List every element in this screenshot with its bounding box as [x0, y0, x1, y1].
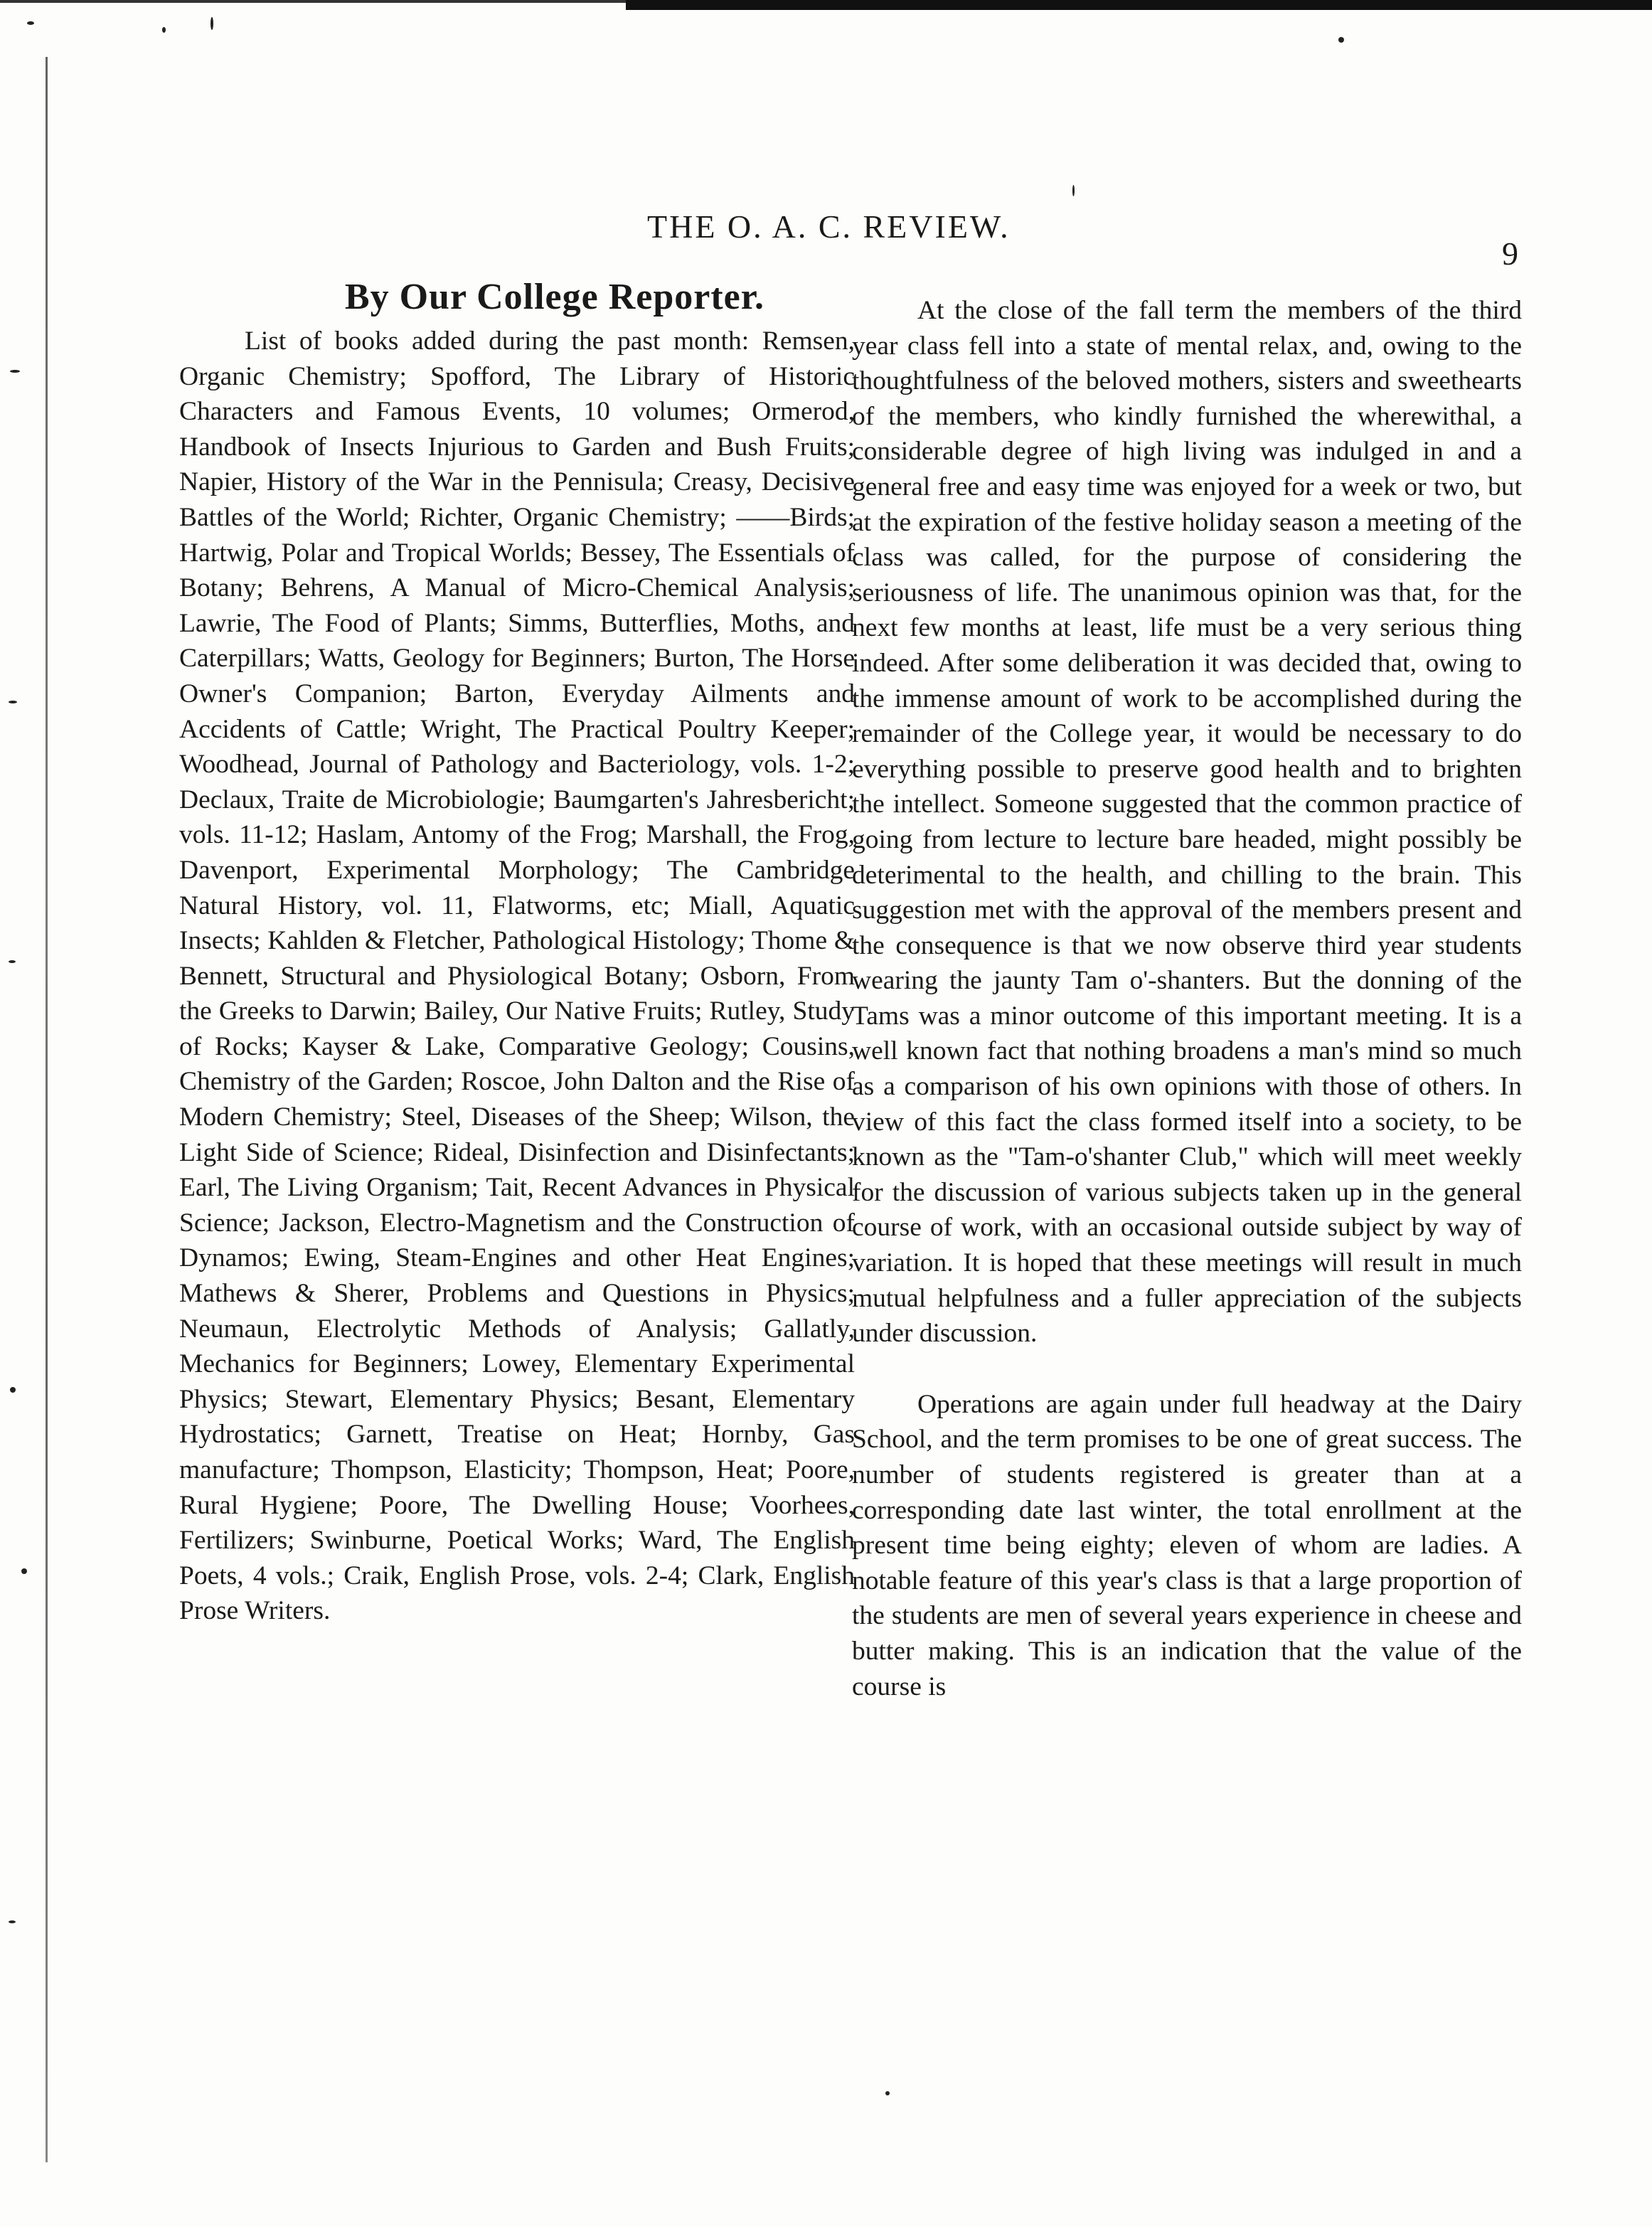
running-title: THE O. A. C. REVIEW. [647, 208, 1011, 245]
scan-speck [1072, 185, 1075, 196]
scan-speck [10, 1387, 16, 1393]
scan-speck [211, 17, 213, 30]
tam-o-shanter-paragraph: At the close of the fall term the members of the third year class fell into a state of mental relax, and, owing to the thoughtfulness of the beloved mothers, sisters and sweethearts of the members, who kindly furnished the wherewithal, a considerable degree of high living was indulged in and a general free and easy time was enjoyed for a week or two, but at the expiration of the festive holiday season a meeting of the class was called, for the purpose of considering the seriousness of life. The unanimous opinion was that, for the next few months at least, life must be a very serious thing indeed. After some deliberation it was decided that, owing to the immense amount of work to be accomplished during the remainder of the College year, it would be necessary to do everything possible to preserve good health and to brighten the intellect. Someone suggested that the common practice of going from lecture to lecture bare headed, might possibly be deterimental to the health, and chilling to the brain. This suggestion met with the approval of the members present and the consequence is that we now observe third year students wearing the jaunty Tam o'-shanters. But the donning of the Tams was a minor outcome of this important meeting. It is a well known fact that nothing broadens a man's mind so much as a comparison of his own opinions with those of others. In view of this fact the class formed itself into a society, to be known as the "Tam-o'shanter Club," which will meet weekly for the discussion of various subjects taken up in the general course of work, with an occasional outside subject by way of variation. It is hoped that these meetings will result in much mutual helpfulness and a fuller appreciation of the subjects under discussion. [852, 296, 1522, 1349]
dairy-school-paragraph: Operations are again under full headway at the Dairy School, and the term promises to be one of great success. The number of students registered is greater than at a corresponding date last winter, the total enrollment at the present time being eighty; eleven of whom are ladies. A notable feature of this year's class is that a large proportion of the students are men of several years experience in cheese and butter making. This is an indication that the value of the course is [852, 1389, 1522, 1701]
scan-speck [162, 27, 166, 33]
scan-speck [9, 701, 17, 703]
section-heading: By Our College Reporter. [344, 277, 765, 317]
scan-speck [9, 1920, 16, 1923]
scan-edge-top [626, 0, 1652, 10]
page-number: 9 [1502, 235, 1518, 272]
scan-speck [1338, 37, 1344, 43]
scan-binding-edge [46, 57, 48, 2162]
scan-speck [10, 370, 20, 373]
scan-speck [21, 1568, 27, 1574]
scan-speck [27, 21, 34, 25]
books-added-paragraph: List of books added during the past month: Remsen, Organic Chemistry; Spofford, The Library of Historic Characters and Famous Events, 10 volumes; Ormerod, Handbook of Insects Injurious to Garden and Bush Fruits; Napier, History of the War in the Pennisula; Creasy, Decisive Battles of the World; Richter, Organic Chemistry; ——Birds; Hartwig, Polar and Tropical Worlds; Bessey, The Essentials of Botany; Behrens, A Manual of Micro-Chemical Analysis; Lawrie, The Food of Plants; Simms, Butterflies, Moths, and Caterpillars; Watts, Geology for Beginners; Burton, The Horse Owner's Companion; Barton, Everyday Ailments and Accidents of Cattle; Wright, The Practical Poultry Keeper; Woodhead, Journal of Pathology and Bacteriology, vols. 1-2; Declaux, Traite de Microbiologie; Baumgarten's Jahresbericht; vols. 11-12; Haslam, Antomy of the Frog; Marshall, the Frog, Davenport, Experimental Morphology; The Cambridge Natural History, vol. 11, Flatworms, etc; Miall, Aquatic Insects; Kahlden & Fletcher, Pathological Histology; Thome & Bennett, Structural and Physiological Botany; Osborn, From the Greeks to Darwin; Bailey, Our Native Fruits; Rutley, Study of Rocks; Kayser & Lake, Comparative Geology; Cousins, Chemistry of the Garden; Roscoe, John Dalton and the Rise of Modern Chemistry; Steel, Diseases of the Sheep; Wilson, the Light Side of Science; Rideal, Disinfection and Disinfectants; Earl, The Living Organism; Tait, Recent Advances in Physical Science; Jackson, Electro-Magnetism and the Construction of Dynamos; Ewing, Steam-Engines and other Heat Engines; Mathews & Sherer, Problems and Questions in Physics; Neumaun, Electrolytic Methods of Analysis; Gallatly, Mechanics for Beginners; Lowey, Elementary Experimental Physics; Stewart, Elementary Physics; Besant, Elementary Hydrostatics; Garnett, Treatise on Heat; Hornby, Gas manufacture; Thompson, Elasticity; Thompson, Heat; Poore, Rural Hygiene; Poore, The Dwelling House; Voorhees, Fertilizers; Swinburne, Poetical Works; Ward, The English Poets, 4 vols.; Craik, English Prose, vols. 2-4; Clark, English Prose Writers. [179, 326, 855, 1626]
scan-speck [9, 960, 16, 963]
right-column [852, 293, 1522, 1704]
left-column [179, 324, 855, 1629]
scan-speck [885, 2091, 890, 2095]
scan-edge-top-thin [0, 0, 626, 3]
